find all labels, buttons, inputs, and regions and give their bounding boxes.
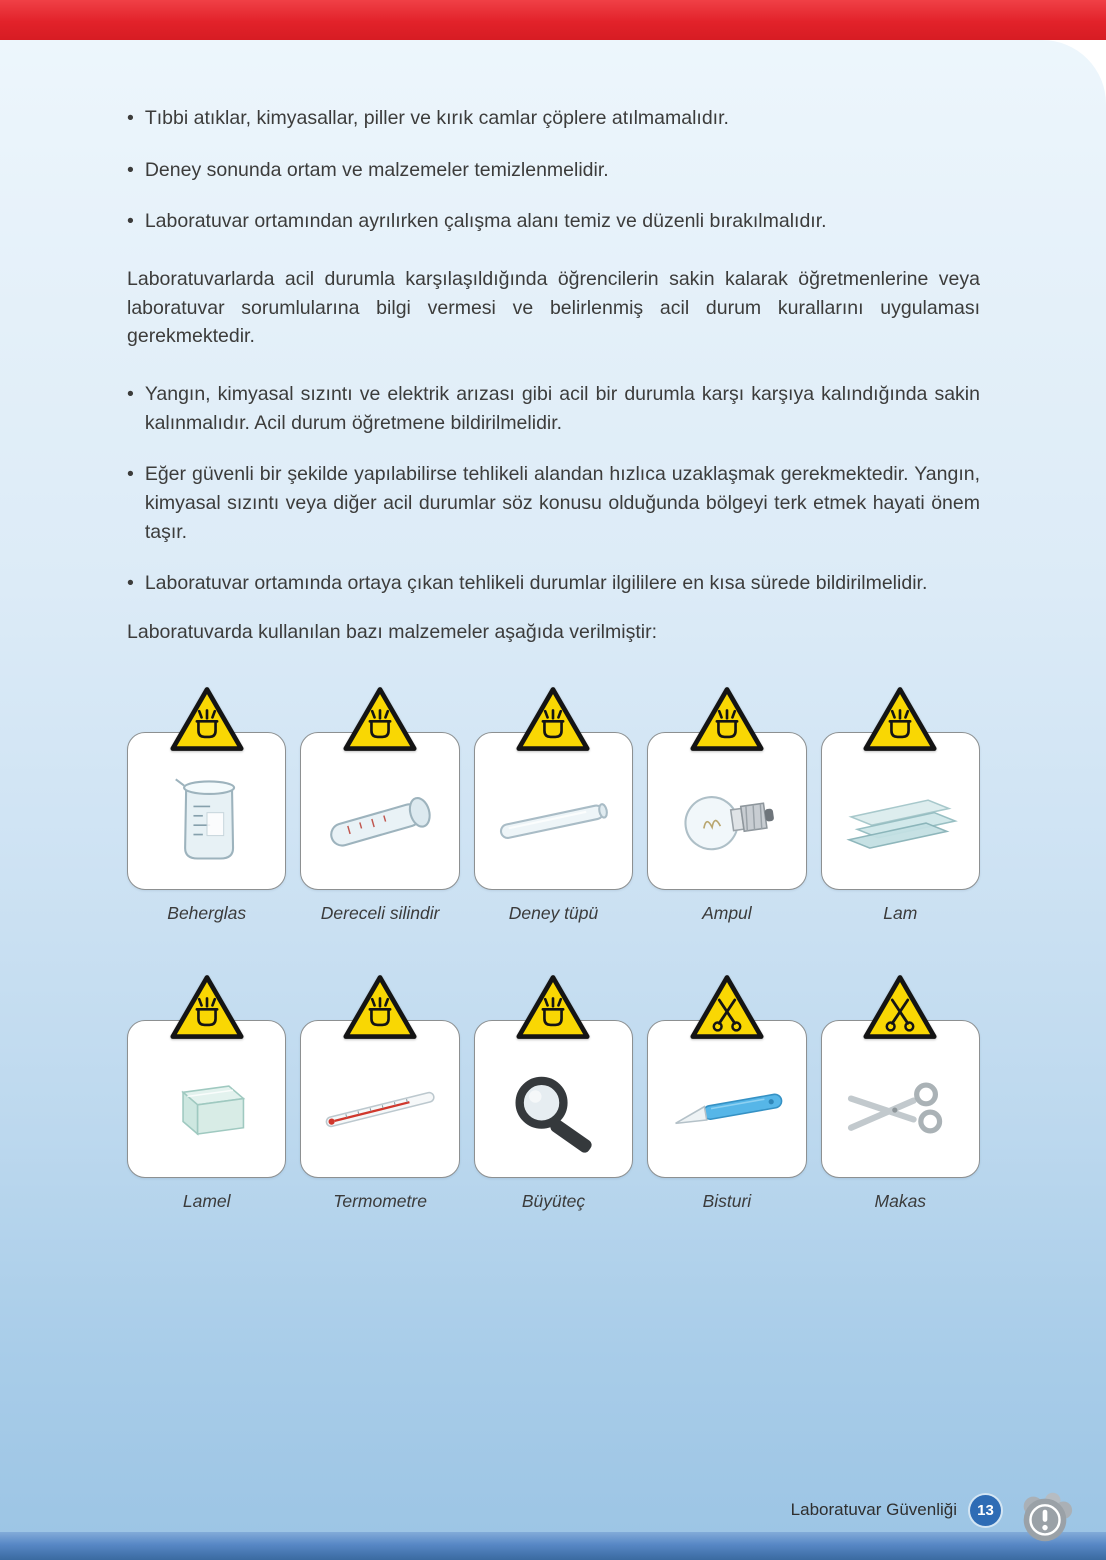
bullet-item — [127, 380, 980, 437]
emergency-paragraph: Laboratuvarlarda acil durumla karşılaşıldığında öğrencilerin sakin kalarak öğretmenlerine veya laboratuvar sorumlularına bilgi vermesi ve belirlenmiş acil durum kurallarını uygulaması gerekmektedir. — [127, 267, 980, 348]
material-image-frame — [127, 1020, 286, 1178]
material-caption: Büyüteç — [521, 1190, 586, 1211]
material-caption: Dereceli silindir — [320, 902, 440, 923]
material-image-frame — [647, 1020, 806, 1178]
bullet-text: • Laboratuvar ortamından ayrılırken çalışma alanı temiz ve düzenli bırakılmalıdır. — [144, 210, 827, 233]
glass-breakage-hazard-icon — [340, 972, 420, 1042]
scalpel-image — [661, 1059, 793, 1159]
material-card-lamel — [127, 972, 286, 1212]
sharp-object-hazard-icon — [687, 972, 767, 1042]
material-card-buyutec — [474, 972, 633, 1212]
scissors-image — [834, 1059, 966, 1159]
sharp-object-hazard-icon — [860, 972, 940, 1042]
alert-badge-icon — [1014, 1488, 1076, 1544]
material-caption: Makas — [874, 1190, 927, 1211]
bullet-text: • Eğer güvenli bir şekilde yapılabilirse tehlikeli alandan hızlıca uzaklaşmak gerekmektedir. Yangın, kimyasal sızıntı veya diğer acil durumlar söz konusu olduğunda bölgeyi terk etmek hayati önem taşır. — [144, 463, 980, 543]
thermometer-image — [314, 1059, 446, 1159]
material-card-bisturi — [647, 972, 806, 1212]
material-image-frame — [127, 732, 286, 890]
material-image-frame — [821, 732, 980, 890]
material-image-frame — [300, 732, 459, 890]
page-footer — [791, 1482, 1076, 1538]
material-card-deney-tupu — [474, 684, 633, 924]
top-red-bar — [0, 0, 1106, 40]
glass-breakage-hazard-icon — [860, 684, 940, 754]
material-card-ampul — [647, 684, 806, 924]
page-number-badge: 13 — [970, 1495, 1001, 1526]
material-image-frame — [474, 732, 633, 890]
bullet-item — [127, 207, 980, 236]
material-caption: Termometre — [333, 1190, 427, 1211]
page-content — [0, 40, 1106, 1560]
material-card-dereceli-silindir — [300, 684, 459, 924]
footer-section-title: Laboratuvar Güvenliği — [790, 1500, 957, 1519]
material-caption: Deney tüpü — [508, 902, 599, 923]
bullet-text: • Laboratuvar ortamında ortaya çıkan tehlikeli durumlar ilgililere en kısa sürede bildirilmelidir. — [144, 572, 928, 595]
material-card-termometre — [300, 972, 459, 1212]
glass-breakage-hazard-icon — [167, 684, 247, 754]
material-image-frame — [647, 732, 806, 890]
material-image-frame — [821, 1020, 980, 1178]
materials-intro: Laboratuvarda kullanılan bazı malzemeler aşağıda verilmiştir: — [127, 620, 658, 643]
light-bulb-image — [661, 771, 793, 871]
emergency-bullet-list — [127, 380, 980, 598]
material-card-lam — [821, 684, 980, 924]
bullet-item — [127, 569, 980, 598]
material-caption: Bisturi — [702, 1190, 752, 1211]
material-image-frame — [474, 1020, 633, 1178]
glass-breakage-hazard-icon — [513, 972, 593, 1042]
materials-row-1 — [127, 684, 980, 924]
bullet-text: • Tıbbi atıklar, kimyasallar, piller ve kırık camlar çöplere atılmamalıdır. — [144, 107, 729, 129]
material-card-beherglas — [127, 684, 286, 924]
glass-breakage-hazard-icon — [340, 684, 420, 754]
cleanup-bullet-list — [127, 104, 980, 236]
material-card-makas — [821, 972, 980, 1212]
magnifying-glass-image — [487, 1059, 619, 1159]
beaker-image — [141, 771, 273, 871]
bullet-item — [127, 104, 980, 133]
graduated-cylinder-image — [314, 771, 446, 871]
materials-row-2 — [127, 972, 980, 1212]
material-caption: Lam — [883, 902, 918, 923]
bullet-text: • Deney sonunda ortam ve malzemeler temizlenmelidir. — [144, 158, 609, 181]
glass-breakage-hazard-icon — [687, 684, 767, 754]
microscope-slide-image — [834, 771, 966, 871]
glass-breakage-hazard-icon — [513, 684, 593, 754]
material-caption: Lamel — [182, 1190, 231, 1211]
material-image-frame — [300, 1020, 459, 1178]
bullet-item — [127, 460, 980, 546]
glass-breakage-hazard-icon — [167, 972, 247, 1042]
bullet-text: • Yangın, kimyasal sızıntı ve elektrik arızası gibi acil bir durumla karşı karşıya kalındığında sakin kalınmalıdır. Acil durum öğretmene bildirilmelidir. — [144, 382, 980, 434]
material-caption: Ampul — [702, 902, 752, 923]
cover-slip-image — [141, 1059, 273, 1159]
test-tube-image — [487, 771, 619, 871]
bullet-item — [127, 156, 980, 185]
material-caption: Beherglas — [167, 902, 247, 923]
